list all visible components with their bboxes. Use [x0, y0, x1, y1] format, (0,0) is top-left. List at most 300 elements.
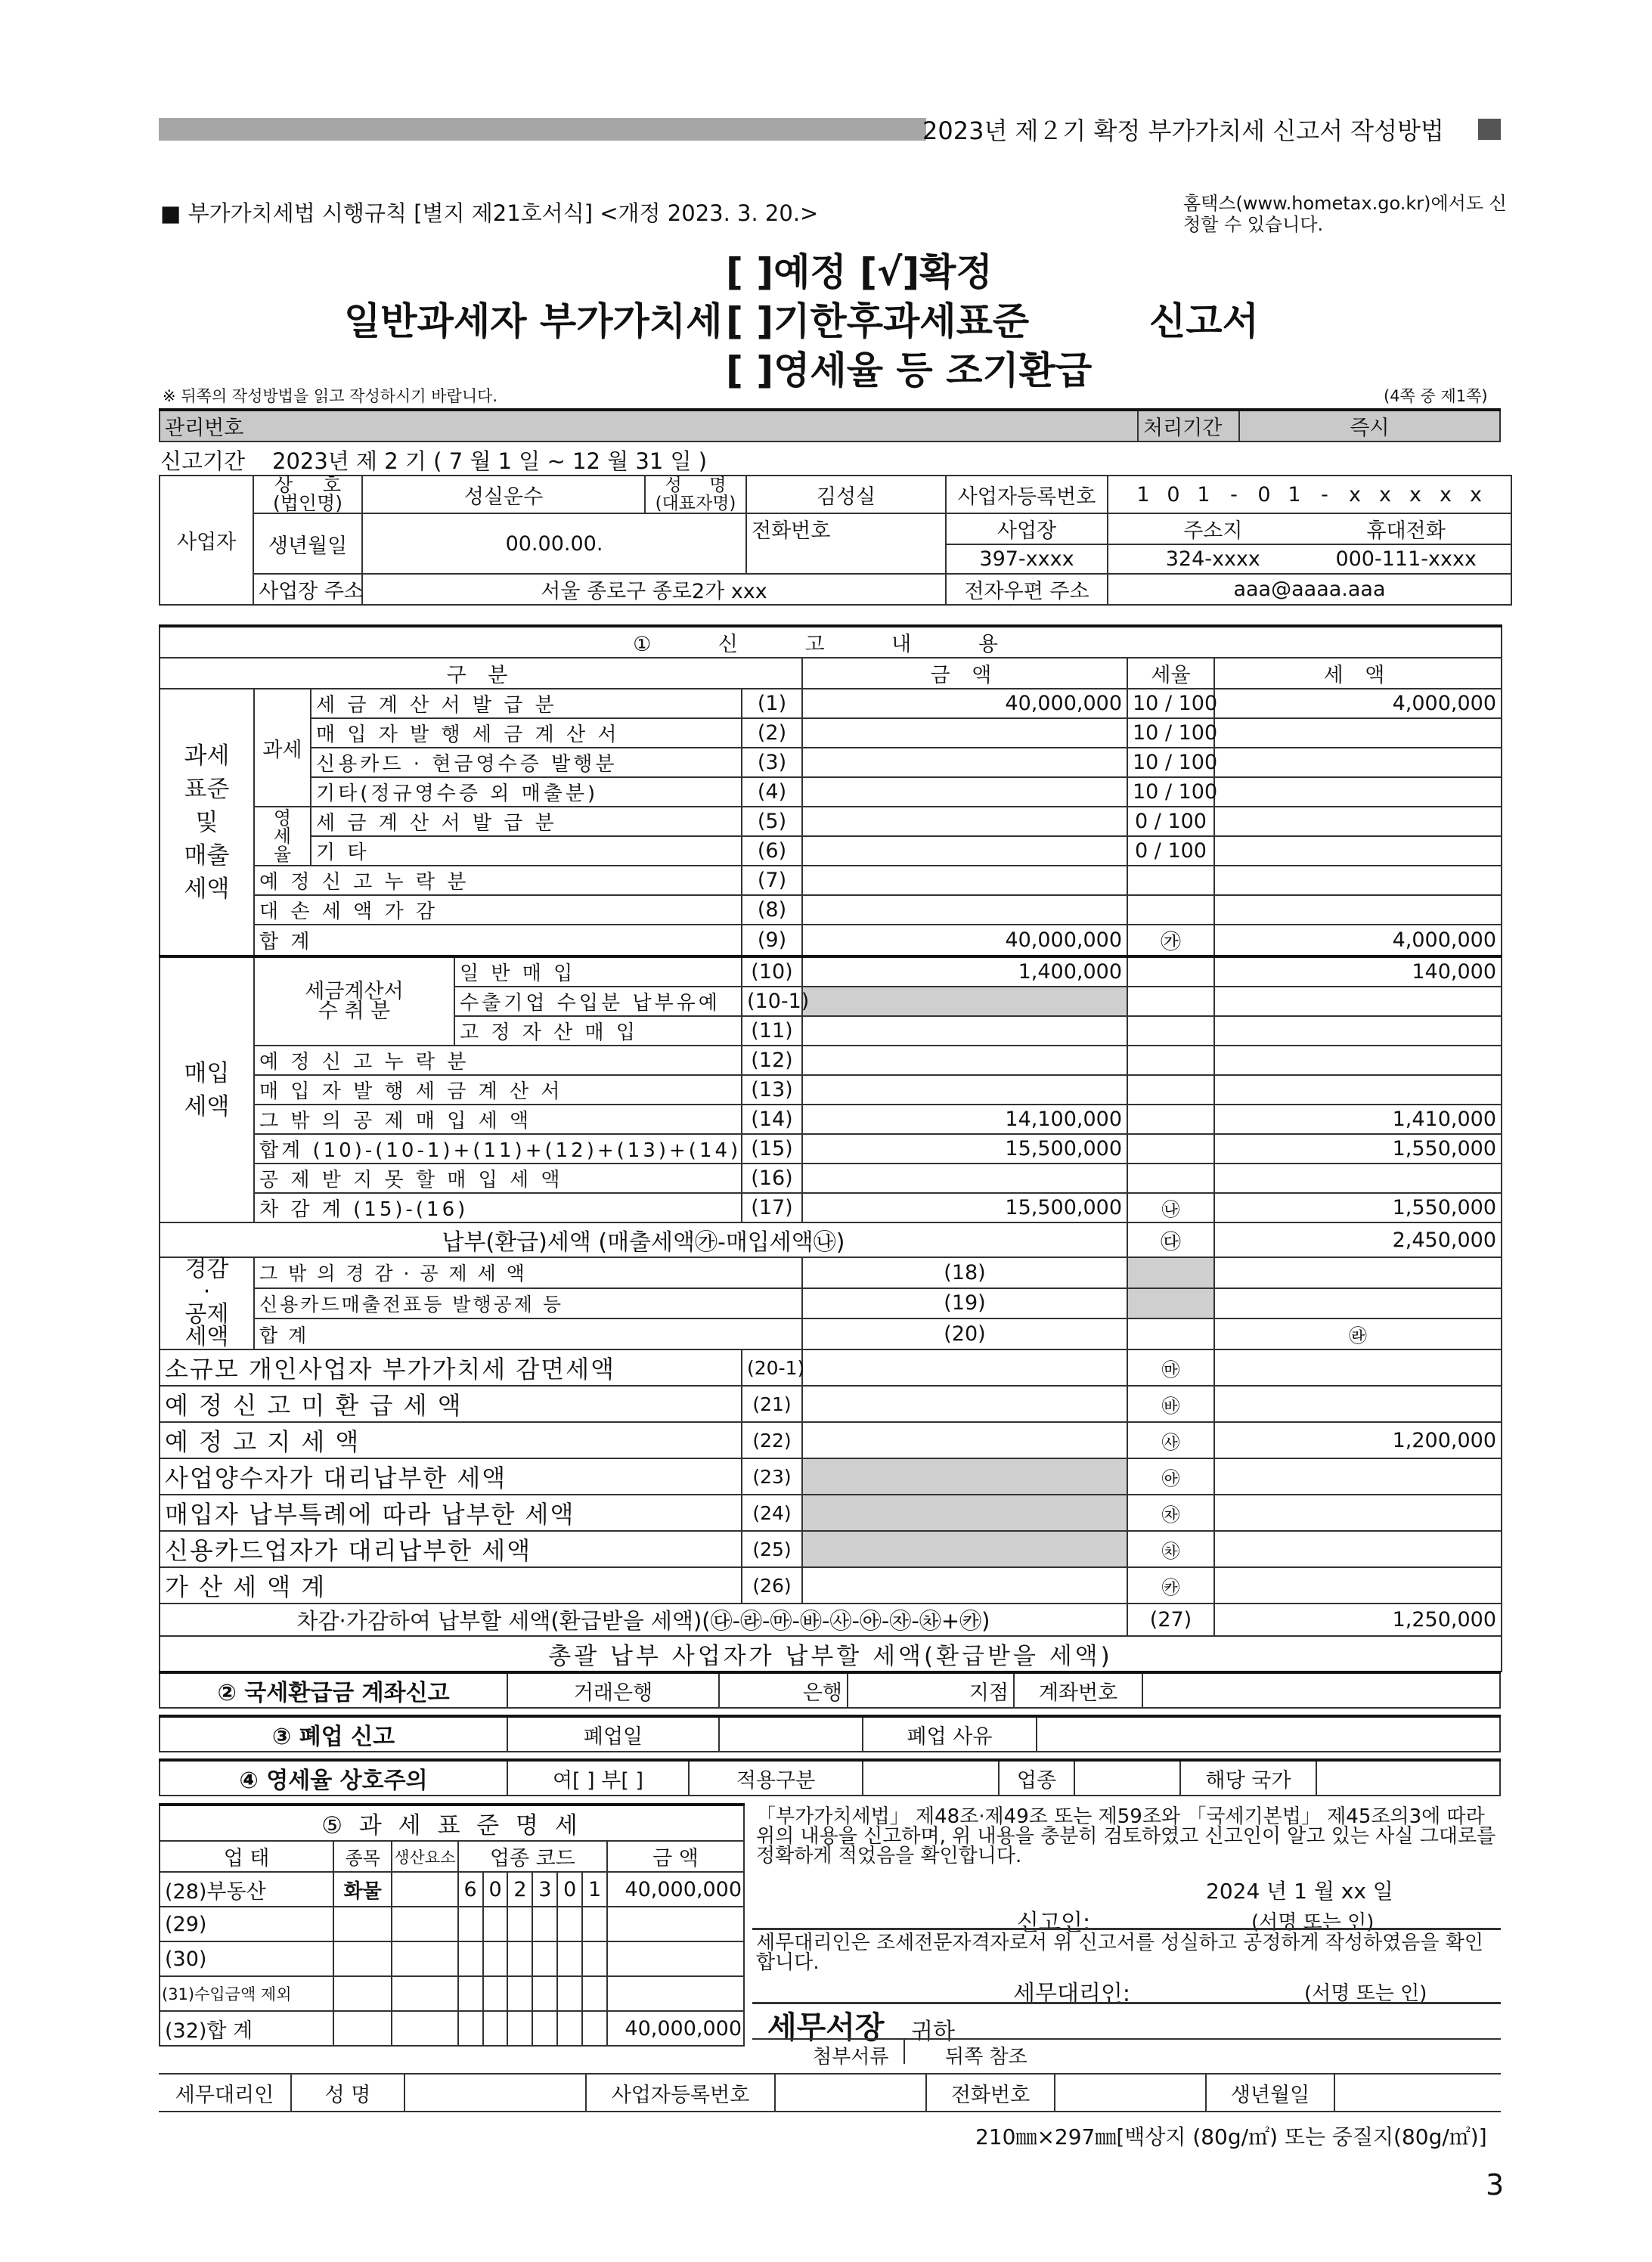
sales-row-no: (1) [742, 689, 802, 718]
s5-row-code-digit[interactable] [458, 1976, 483, 2011]
extra-row-amount[interactable] [802, 1349, 1127, 1386]
purchase-row-mark [1127, 956, 1214, 987]
purchase-row-tax[interactable] [1214, 1046, 1502, 1075]
period-value: 즉시 [1239, 410, 1500, 442]
sales-row-amount[interactable] [802, 748, 1127, 777]
closure-reason[interactable] [1037, 1716, 1500, 1752]
s5-row-factor[interactable] [392, 2011, 458, 2046]
sales-row-rate: 10 / 100 [1127, 748, 1214, 777]
agent-sign[interactable]: (서명 또는 인) [1304, 1982, 1427, 2005]
title-option-zero-rate: [ ]영세율 등 조기환급 [726, 349, 1093, 392]
extra-row-label: 신용카드업자가 대리납부한 세액 [160, 1531, 742, 1567]
title-option-late: [ ]기한후과세표준 [726, 299, 1030, 343]
report-period-value: 2023년 제 2 기 ( 7 월 1 일 ~ 12 월 31 일 ) [272, 448, 708, 474]
sales-row-no: (2) [742, 718, 802, 748]
s5-col-amount: 금 액 [607, 1841, 744, 1872]
s5-row-code-digit[interactable] [557, 1976, 582, 2011]
extra-row-amount[interactable] [802, 1422, 1127, 1458]
s5-row-label: (29) [160, 1907, 333, 1941]
purchase-row-tax[interactable] [1214, 1016, 1502, 1046]
purchase-row-tax[interactable] [1214, 987, 1502, 1016]
s5-row-amount[interactable] [607, 1976, 744, 2011]
purchase-row-amount[interactable]: 15,500,000 [802, 1134, 1127, 1164]
sales-row-label: 합 계 [254, 925, 742, 956]
sales-row-label: 매 입 자 발 행 세 금 계 산 서 [311, 718, 742, 748]
s5-row-amount[interactable] [607, 1941, 744, 1976]
s5-row-code-digit[interactable] [532, 1976, 557, 2011]
purchase-sub-invoice: 세금계산서 수 취 분 [254, 956, 454, 1046]
sales-row-no: (3) [742, 748, 802, 777]
extra-row-mark: ㉷ [1127, 1531, 1214, 1567]
agent-row-birth-label: 생년월일 [1206, 2074, 1334, 2112]
phone-business[interactable]: 397-xxxx [946, 544, 1108, 574]
mgmt-label: 관리번호 [160, 410, 1138, 442]
sales-row-rate: 10 / 100 [1127, 718, 1214, 748]
section1-title: ① 신 고 내 용 [160, 626, 1502, 658]
purchase-row-mark: ㉯ [1127, 1193, 1214, 1222]
purchase-row-label: 수출기업 수입분 납부유예 [454, 987, 742, 1016]
regno-value[interactable] [1108, 476, 1511, 513]
zero-rate-country: 해당 국가 [1180, 1760, 1316, 1796]
extra-row-mark: ㉸ [1127, 1567, 1214, 1604]
col-item: 구 분 [160, 658, 802, 689]
s5-row-code-digit[interactable] [483, 1976, 508, 2011]
business-name[interactable]: 성실운수 [362, 476, 645, 513]
zero-rate-yesno[interactable]: 여[ ] 부[ ] [507, 1760, 689, 1796]
purchase-row-mark [1127, 1134, 1214, 1164]
sales-row-rate: ㉮ [1127, 925, 1214, 956]
purchase-row-mark [1127, 1016, 1214, 1046]
s5-row-code-digit[interactable] [483, 1941, 508, 1976]
extra-row-no: (25) [742, 1531, 802, 1567]
zero-rate-category-value[interactable] [863, 1760, 999, 1796]
phone-col-mobile: 휴대전화 [1366, 519, 1446, 543]
agent-text: 세무대리인은 조세전문자격자로서 위 신고서를 성실하고 공정하게 작성하였음을 확인합니다. [756, 1932, 1484, 1974]
extra-row-amount [802, 1458, 1127, 1495]
extra-row-no: (20-1) [742, 1349, 802, 1386]
purchase-row-tax[interactable]: 1,550,000 [1214, 1193, 1502, 1222]
purchase-row-no: (16) [742, 1164, 802, 1193]
sales-row-label: 세 금 계 산 서 발 급 분 [311, 689, 742, 718]
attach-value: 뒤쪽 참조 [945, 2046, 1027, 2068]
refund-branch[interactable]: 지점 [848, 1672, 1014, 1708]
s5-row-code-digit[interactable] [582, 2011, 607, 2046]
purchase-row-mark [1127, 1164, 1214, 1193]
purchase-row-amount[interactable]: 14,100,000 [802, 1105, 1127, 1134]
zero-rate-title: ④ 영세율 상호주의 [160, 1760, 507, 1796]
payable-mark: ㉰ [1127, 1222, 1214, 1257]
s5-row-factor[interactable] [392, 1907, 458, 1941]
rep-label: 성 명 (대표자명) [645, 476, 746, 513]
title-end: 신고서 [1149, 299, 1259, 343]
sales-row-amount[interactable] [802, 895, 1127, 925]
s5-row-code-digit[interactable] [458, 1941, 483, 1976]
section5-title: ⑤ 과 세 표 준 명 세 [160, 1805, 744, 1841]
purchase-row-amount[interactable] [802, 987, 1127, 1016]
extra-row-no: (21) [742, 1386, 802, 1422]
regno-digit: 0 [1257, 482, 1271, 507]
s5-row-label: (28)부동산 [160, 1872, 333, 1907]
purchase-row-amount[interactable]: 15,500,000 [802, 1193, 1127, 1222]
sales-row-label: 기타(정규영수증 외 매출분) [311, 777, 742, 807]
s5-row-label: (30) [160, 1941, 333, 1976]
regno-digit: 1 [1197, 482, 1210, 507]
purchase-row-no: (17) [742, 1193, 802, 1222]
sales-row-no: (8) [742, 895, 802, 925]
refund-title: ② 국세환급금 계좌신고 [160, 1672, 507, 1708]
extra-row-amount [802, 1495, 1127, 1531]
s5-row-code-digit[interactable]: 0 [483, 1872, 508, 1907]
col-amount: 금 액 [802, 658, 1127, 689]
sales-row-tax[interactable] [1214, 836, 1502, 866]
sales-row-no: (6) [742, 836, 802, 866]
refund-account[interactable] [1142, 1672, 1500, 1708]
zero-rate-country-value[interactable] [1316, 1760, 1500, 1796]
purchase-row-no: (12) [742, 1046, 802, 1075]
sales-row-amount[interactable] [802, 777, 1127, 807]
purchase-row-mark [1127, 1075, 1214, 1105]
address-label: 사업장 주소 [253, 574, 362, 605]
deduction-row-mark [1214, 1288, 1502, 1319]
deduction-row-amount [1127, 1257, 1214, 1288]
birth-value[interactable]: 00.00.00. [362, 513, 746, 574]
phone-col-home: 주소지 [1183, 519, 1243, 543]
business-label: 사업자 [160, 476, 253, 605]
purchase-row-tax[interactable] [1214, 1075, 1502, 1105]
extra-row-amount[interactable] [802, 1386, 1127, 1422]
s5-row-code-digit[interactable] [557, 1941, 582, 1976]
regno-digit: x [1470, 482, 1482, 507]
sales-row-tax[interactable] [1214, 748, 1502, 777]
s5-row-code-digit[interactable] [532, 2011, 557, 2046]
sales-row-amount[interactable]: 40,000,000 [802, 689, 1127, 718]
payable-tax[interactable]: 2,450,000 [1214, 1222, 1502, 1257]
purchase-row-tax[interactable]: 1,550,000 [1214, 1134, 1502, 1164]
purchase-row-label: 공 제 받 지 못 할 매 입 세 액 [254, 1164, 742, 1193]
sales-row-label: 세 금 계 산 서 발 급 분 [311, 807, 742, 836]
sales-row-label: 신용카드 · 현금영수증 발행분 [311, 748, 742, 777]
agent-row-name[interactable] [404, 2074, 586, 2112]
purchase-row-no: (10) [742, 956, 802, 987]
s5-row-code-digit[interactable] [532, 1941, 557, 1976]
attach-sep [903, 2040, 905, 2064]
sales-row-tax[interactable]: 4,000,000 [1214, 925, 1502, 956]
form-reference: ■ 부가가치세법 시행규칙 [별지 제21호서식] <개정 2023. 3. 20.> [160, 200, 819, 226]
instructions: ※ 뒤쪽의 작성방법을 읽고 작성하시기 바랍니다. [163, 387, 498, 405]
extra-row-label: 사업양수자가 대리납부한 세액 [160, 1458, 742, 1495]
email-value[interactable]: aaa@aaaa.aaa [1108, 574, 1511, 605]
extra-row-tax[interactable] [1214, 1386, 1502, 1422]
regno-digit: x [1379, 482, 1391, 507]
sales-row-tax[interactable] [1214, 807, 1502, 836]
regno-digit: - [1230, 482, 1238, 507]
extra-row-label: 소규모 개인사업자 부가가치세 감면세액 [160, 1349, 742, 1386]
reporter-sign[interactable]: (서명 또는 인) [1251, 1911, 1375, 1934]
extra-row-mark: ㉳ [1127, 1386, 1214, 1422]
deduction-row-no: (20) [802, 1318, 1127, 1349]
sales-row-tax[interactable] [1214, 866, 1502, 895]
purchase-row-amount[interactable] [802, 1046, 1127, 1075]
s5-col-business: 업 태 [160, 1841, 333, 1872]
refund-account-label: 계좌번호 [1014, 1672, 1142, 1708]
regno-digit: 1 [1136, 482, 1150, 507]
s5-row-label: (32)합 계 [160, 2011, 333, 2046]
s5-row-item[interactable] [333, 1907, 392, 1941]
purchase-row-label: 차 감 계 (15)-(16) [254, 1193, 742, 1222]
deduction-row-mark [1214, 1257, 1502, 1288]
purchase-row-amount[interactable] [802, 1164, 1127, 1193]
s5-row-code-digit[interactable] [582, 1941, 607, 1976]
final-tax[interactable]: 1,250,000 [1214, 1604, 1502, 1636]
agent-row-name-label: 성 명 [291, 2074, 404, 2112]
tax-office-suffix: 귀하 [911, 2019, 955, 2045]
form-title: 일반과세자 부가가치세 [344, 299, 723, 343]
declaration-date[interactable]: 2024 년 1 월 xx 일 [1206, 1879, 1393, 1904]
final-no: (27) [1127, 1604, 1214, 1636]
sales-sub-tax: 과세 [254, 689, 311, 807]
phone-col-business: 사업장 [946, 513, 1108, 544]
sales-row-amount[interactable] [802, 718, 1127, 748]
extra-row-tax[interactable] [1214, 1349, 1502, 1386]
sales-row-amount[interactable] [802, 866, 1127, 895]
purchase-row-tax[interactable]: 1,410,000 [1214, 1105, 1502, 1134]
extra-row-mark: ㉴ [1127, 1422, 1214, 1458]
s5-row-amount[interactable]: 40,000,000 [607, 1872, 744, 1907]
s5-row-item[interactable] [333, 1976, 392, 2011]
page-of: (4쪽 중 제1쪽) [1384, 387, 1488, 405]
extra-row-no: (24) [742, 1495, 802, 1531]
phone-label: 전화번호 [746, 513, 946, 574]
purchase-row-no: (10-1) [742, 987, 802, 1016]
title-option-preliminary: [ ]예정 [√]확정 [726, 250, 993, 294]
zero-rate-industry: 업종 [999, 1760, 1074, 1796]
s5-row-code-digit[interactable] [557, 2011, 582, 2046]
s5-row-code-digit[interactable]: 3 [532, 1872, 557, 1907]
summary-total: 총괄 납부 사업자가 납부할 세액(환급받을 세액) [160, 1636, 1502, 1672]
extra-row-tax[interactable] [1214, 1458, 1502, 1495]
deduction-row-amount [1127, 1288, 1214, 1319]
purchase-row-no: (11) [742, 1016, 802, 1046]
deduction-row-mark: ㉱ [1214, 1318, 1502, 1349]
s5-row-factor[interactable] [392, 1976, 458, 2011]
zero-rate-industry-value[interactable] [1074, 1760, 1180, 1796]
sales-row-rate: 0 / 100 [1127, 807, 1214, 836]
reporter-label: 신고인: [1017, 1910, 1091, 1936]
regno-digit: x [1349, 482, 1361, 507]
purchase-row-tax[interactable]: 140,000 [1214, 956, 1502, 987]
business-name-label: 상 호 (법인명) [253, 476, 362, 513]
sales-row-amount[interactable] [802, 807, 1127, 836]
sales-row-tax[interactable]: 4,000,000 [1214, 689, 1502, 718]
phone-mobile[interactable]: 000-111-xxxx [1335, 547, 1477, 571]
sales-row-rate: 10 / 100 [1127, 689, 1214, 718]
attach-divider [752, 2038, 1501, 2040]
extra-row-no: (22) [742, 1422, 802, 1458]
regno-digit: 0 [1167, 482, 1180, 507]
purchase-row-label: 고 정 자 산 매 입 [454, 1016, 742, 1046]
attach-label: 첨부서류 [813, 2046, 889, 2068]
extra-row-tax[interactable]: 1,200,000 [1214, 1422, 1502, 1458]
regno-label: 사업자등록번호 [946, 476, 1108, 513]
header-title: 2023년 제２기 확정 부가가치세 신고서 작성방법 [922, 116, 1444, 145]
final-label: 차감·가감하여 납부할 세액(환급받을 세액)(㉰-㉱-㉲-㉳-㉴-㉵-㉶-㉷+㉸) [160, 1604, 1127, 1636]
rep-name[interactable]: 김성실 [746, 476, 946, 513]
email-label: 전자우편 주소 [946, 574, 1108, 605]
sales-row-label: 기 타 [311, 836, 742, 866]
s5-row-code-digit[interactable] [507, 1907, 532, 1941]
extra-row-tax[interactable] [1214, 1495, 1502, 1531]
purchase-row-label: 일 반 매 입 [454, 956, 742, 987]
s5-row-label: (31)수입금액 제외 [160, 1976, 333, 2011]
s5-col-item: 종목 [333, 1841, 392, 1872]
sales-row-label: 예 정 신 고 누 락 분 [254, 866, 742, 895]
agent-row-regno-label: 사업자등록번호 [586, 2074, 775, 2112]
regno-digit: x [1409, 482, 1421, 507]
s5-col-code: 업종 코드 [458, 1841, 607, 1872]
s5-row-factor[interactable] [392, 1941, 458, 1976]
header-square-icon [1478, 119, 1501, 140]
agent-row-regno[interactable] [775, 2074, 926, 2112]
deduction-row-label: 합 계 [254, 1318, 802, 1349]
s5-row-item[interactable]: 화물 [333, 1872, 392, 1907]
purchase-row-amount[interactable] [802, 1016, 1127, 1046]
purchase-row-amount[interactable] [802, 1075, 1127, 1105]
declaration-text: 「부가가치세법」 제48조·제49조 또는 제59조와 「국세기본법」 제45조의3에 따라 위의 내용을 신고하며, 위 내용을 충분히 검토하였고 신고인이 알고 있는 사실 그대로를 정확하게 적었음을 확인합니다. [756, 1805, 1496, 1867]
s5-row-code-digit[interactable] [582, 1976, 607, 2011]
tax-office: 세무서장 [767, 2010, 885, 2045]
extra-row-mark: ㉵ [1127, 1458, 1214, 1495]
sales-row-no: (7) [742, 866, 802, 895]
phone-home[interactable]: 324-xxxx [1165, 547, 1260, 571]
extra-row-tax[interactable] [1214, 1567, 1502, 1604]
declaration-divider [752, 1928, 1501, 1930]
sales-row-label: 대 손 세 액 가 감 [254, 895, 742, 925]
extra-row-no: (26) [742, 1567, 802, 1604]
purchase-row-label: 합계 (10)-(10-1)+(11)+(12)+(13)+(14) [254, 1134, 742, 1164]
extra-row-mark: ㉲ [1127, 1349, 1214, 1386]
s5-row-code-digit[interactable]: 0 [557, 1872, 582, 1907]
purchase-row-mark [1127, 1046, 1214, 1075]
extra-row-label: 예 정 신 고 미 환 급 세 액 [160, 1386, 742, 1422]
extra-row-label: 가 산 세 액 계 [160, 1567, 742, 1604]
s5-row-item[interactable] [333, 2011, 392, 2046]
regno-digit: - [1321, 482, 1328, 507]
s5-col-factor: 생산요소 [392, 1841, 458, 1872]
deduction-row-no: (18) [802, 1257, 1127, 1288]
s5-row-code-digit[interactable] [458, 2011, 483, 2046]
deduction-row-amount[interactable] [1127, 1318, 1214, 1349]
s5-row-code-digit[interactable] [557, 1907, 582, 1941]
s5-row-code-digit[interactable]: 2 [507, 1872, 532, 1907]
purchase-row-mark [1127, 1105, 1214, 1134]
paper-spec: 210㎜×297㎜[백상지 (80g/㎡) 또는 중질지(80g/㎡)] [975, 2124, 1487, 2149]
agent-row-birth[interactable] [1334, 2074, 1501, 2112]
extra-row-label: 예 정 고 지 세 액 [160, 1422, 742, 1458]
purchase-row-label: 그 밖 의 공 제 매 입 세 액 [254, 1105, 742, 1134]
s5-row-code-digit[interactable]: 6 [458, 1872, 483, 1907]
agent-row-phone[interactable] [1055, 2074, 1206, 2112]
s5-row-code-digit[interactable] [582, 1907, 607, 1941]
s5-row-code-digit[interactable] [532, 1907, 557, 1941]
extra-row-amount[interactable] [802, 1567, 1127, 1604]
deduction-row-no: (19) [802, 1288, 1127, 1319]
period-label: 처리기간 [1138, 410, 1239, 442]
col-rate: 세율 [1127, 658, 1214, 689]
extra-row-label: 매입자 납부특례에 따라 납부한 세액 [160, 1495, 742, 1531]
sales-row-rate [1127, 866, 1214, 895]
regno-digit: x [1440, 482, 1452, 507]
report-period-label: 신고기간 [160, 448, 246, 474]
zero-rate-category: 적용구분 [689, 1760, 863, 1796]
phone-values [1108, 544, 1511, 574]
birth-label: 생년월일 [253, 513, 362, 574]
s5-row-factor[interactable] [392, 1872, 458, 1907]
refund-bank: 거래은행 [507, 1672, 719, 1708]
s5-row-amount[interactable] [607, 1907, 744, 1941]
purchase-row-no: (15) [742, 1134, 802, 1164]
sales-row-no: (4) [742, 777, 802, 807]
purchase-row-mark [1127, 987, 1214, 1016]
sales-row-tax[interactable] [1214, 895, 1502, 925]
s5-row-code-digit[interactable] [507, 1976, 532, 2011]
extra-row-amount [802, 1531, 1127, 1567]
sales-group-label: 과세 표준 및 매출 세액 [160, 689, 254, 956]
s5-row-code-digit[interactable] [507, 1941, 532, 1976]
sales-row-amount[interactable] [802, 836, 1127, 866]
regno-digit: 1 [1288, 482, 1301, 507]
closure-title: ③ 폐업 신고 [160, 1716, 507, 1752]
sales-row-tax[interactable] [1214, 718, 1502, 748]
closure-date[interactable] [719, 1716, 863, 1752]
agent-row-label: 세무대리인 [159, 2074, 291, 2112]
s5-row-code-digit[interactable] [483, 1907, 508, 1941]
purchase-row-amount[interactable]: 1,400,000 [802, 956, 1127, 987]
deduction-row-label: 신용카드매출전표등 발행공제 등 [254, 1288, 802, 1319]
s5-row-amount[interactable]: 40,000,000 [607, 2011, 744, 2046]
s5-row-code-digit[interactable] [507, 2011, 532, 2046]
deduction-row-label: 그 밖 의 경 감 · 공 제 세 액 [254, 1257, 802, 1288]
extra-row-tax[interactable] [1214, 1531, 1502, 1567]
phone-col-headers [1108, 513, 1511, 544]
purchase-row-tax[interactable] [1214, 1164, 1502, 1193]
s5-row-code-digit[interactable]: 1 [582, 1872, 607, 1907]
purchase-group-label: 매입 세액 [160, 956, 254, 1222]
header-bar [159, 118, 926, 141]
sales-row-amount[interactable]: 40,000,000 [802, 925, 1127, 956]
sales-row-no: (5) [742, 807, 802, 836]
sales-row-no: (9) [742, 925, 802, 956]
closure-reason-label: 폐업 사유 [863, 1716, 1037, 1752]
agent-row-phone-label: 전화번호 [926, 2074, 1055, 2112]
sales-row-tax[interactable] [1214, 777, 1502, 807]
s5-row-item[interactable] [333, 1941, 392, 1976]
sales-row-rate [1127, 895, 1214, 925]
page-number: 3 [1486, 2168, 1505, 2202]
sales-sub-zero: 영 세 율 [254, 807, 311, 866]
extra-row-mark: ㉶ [1127, 1495, 1214, 1531]
sales-row-rate: 10 / 100 [1127, 777, 1214, 807]
purchase-row-no: (14) [742, 1105, 802, 1134]
payable-label: 납부(환급)세액 (매출세액㉮-매입세액㉯) [160, 1222, 1127, 1257]
deduction-group-label: 경감 · 공제 세액 [160, 1257, 254, 1349]
s5-row-code-digit[interactable] [458, 1907, 483, 1941]
s5-row-code-digit[interactable] [483, 2011, 508, 2046]
purchase-row-label: 매 입 자 발 행 세 금 계 산 서 [254, 1075, 742, 1105]
closure-date-label: 폐업일 [507, 1716, 719, 1752]
agent-label: 세무대리인: [1013, 1981, 1131, 2007]
address-value[interactable]: 서울 종로구 종로2가 xxx [362, 574, 946, 605]
refund-bank-suffix[interactable]: 은행 [719, 1672, 848, 1708]
